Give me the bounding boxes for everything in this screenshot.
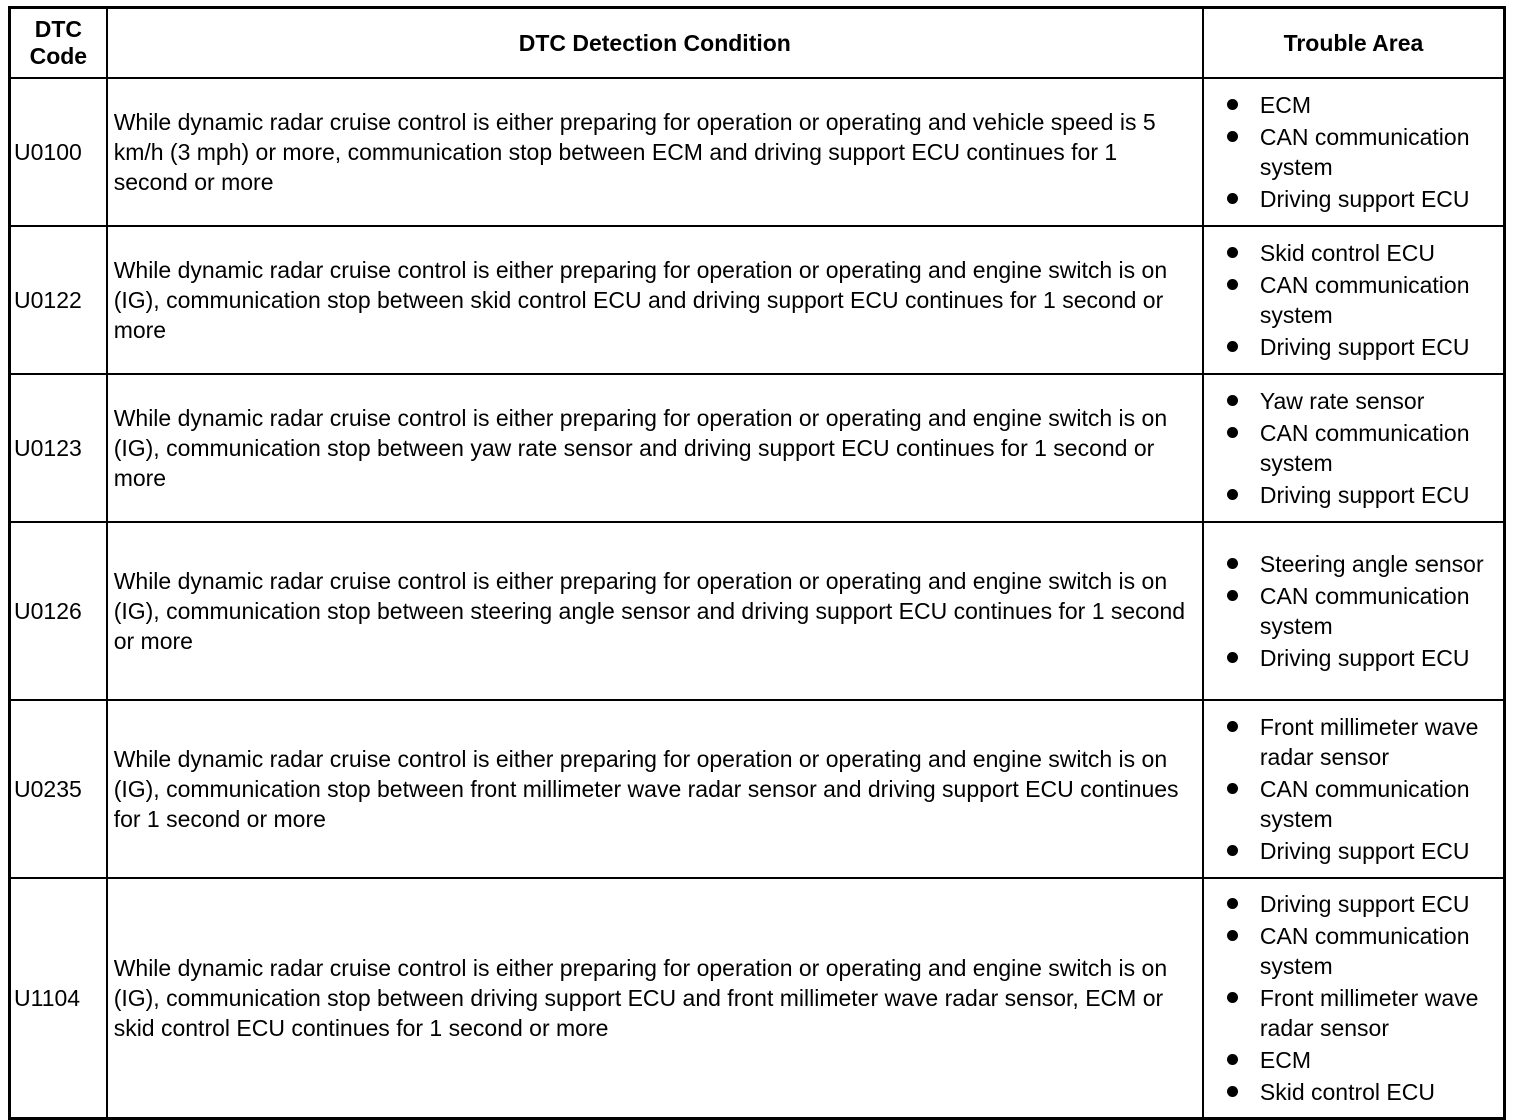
trouble-area-item bbox=[1204, 836, 1503, 866]
trouble-area-cell bbox=[1203, 226, 1505, 374]
trouble-area-item bbox=[1204, 549, 1503, 579]
detection-condition-cell: While dynamic radar cruise control is either preparing for operation or operating and engine switch is on (IG), communication stop between driving support ECU and front millimeter wave radar sensor, ECM or skid control ECU continues for 1 second or more bbox=[107, 878, 1203, 1119]
header-detection-condition: DTC Detection Condition bbox=[107, 8, 1203, 79]
trouble-area-item bbox=[1204, 983, 1503, 1043]
bullet-icon bbox=[1227, 489, 1238, 500]
trouble-area-label: Skid control ECU bbox=[1259, 239, 1435, 266]
bullet-icon bbox=[1227, 930, 1238, 941]
trouble-area-label: CAN communication system bbox=[1259, 271, 1470, 328]
dtc-code-cell: U0100 bbox=[10, 78, 107, 226]
trouble-area-label: Front millimeter wave radar sensor bbox=[1259, 713, 1479, 770]
trouble-area-cell bbox=[1203, 78, 1505, 226]
table-header bbox=[10, 8, 1505, 79]
trouble-area-item bbox=[1204, 480, 1503, 510]
trouble-area-item bbox=[1204, 1077, 1503, 1107]
bullet-icon bbox=[1227, 721, 1238, 732]
trouble-area-label: Driving support ECU bbox=[1259, 837, 1470, 864]
detection-condition-cell: While dynamic radar cruise control is either preparing for operation or operating and engine switch is on (IG), communication stop between skid control ECU and driving support ECU continues for 1 second or more bbox=[107, 226, 1203, 374]
table-row bbox=[10, 226, 1505, 374]
trouble-area-list bbox=[1204, 90, 1503, 214]
trouble-area-list bbox=[1204, 238, 1503, 362]
trouble-area-label: Driving support ECU bbox=[1259, 890, 1470, 917]
dtc-code-cell: U0123 bbox=[10, 374, 107, 522]
trouble-area-label: ECM bbox=[1259, 91, 1311, 118]
trouble-area-item bbox=[1204, 122, 1503, 182]
bullet-icon bbox=[1227, 1054, 1238, 1065]
detection-condition-cell: While dynamic radar cruise control is either preparing for operation or operating and engine switch is on (IG), communication stop between yaw rate sensor and driving support ECU continues for 1 second or more bbox=[107, 374, 1203, 522]
trouble-area-label: Driving support ECU bbox=[1259, 333, 1470, 360]
trouble-area-label: Driving support ECU bbox=[1259, 644, 1470, 671]
bullet-icon bbox=[1227, 427, 1238, 438]
trouble-area-item bbox=[1204, 386, 1503, 416]
bullet-icon bbox=[1227, 193, 1238, 204]
detection-condition-cell: While dynamic radar cruise control is either preparing for operation or operating and engine switch is on (IG), communication stop between front millimeter wave radar sensor and driving support ECU continues for 1 second or more bbox=[107, 700, 1203, 878]
dtc-table bbox=[8, 6, 1506, 1120]
trouble-area-item bbox=[1204, 774, 1503, 834]
trouble-area-item bbox=[1204, 90, 1503, 120]
trouble-area-cell bbox=[1203, 522, 1505, 700]
dtc-code-cell: U0235 bbox=[10, 700, 107, 878]
dtc-code-cell: U0126 bbox=[10, 522, 107, 700]
trouble-area-label: Skid control ECU bbox=[1259, 1078, 1435, 1105]
trouble-area-item bbox=[1204, 418, 1503, 478]
bullet-icon bbox=[1227, 898, 1238, 909]
trouble-area-cell bbox=[1203, 878, 1505, 1119]
trouble-area-cell bbox=[1203, 374, 1505, 522]
trouble-area-label: CAN communication system bbox=[1259, 922, 1470, 979]
trouble-area-label: Driving support ECU bbox=[1259, 185, 1470, 212]
trouble-area-list bbox=[1204, 386, 1503, 510]
dtc-code-cell: U1104 bbox=[10, 878, 107, 1119]
trouble-area-label: Front millimeter wave radar sensor bbox=[1259, 984, 1479, 1041]
trouble-area-label: CAN communication system bbox=[1259, 582, 1470, 639]
bullet-icon bbox=[1227, 590, 1238, 601]
header-row bbox=[10, 8, 1505, 79]
bullet-icon bbox=[1227, 783, 1238, 794]
dtc-code-cell: U0122 bbox=[10, 226, 107, 374]
table-row bbox=[10, 700, 1505, 878]
bullet-icon bbox=[1227, 247, 1238, 258]
trouble-area-list bbox=[1204, 712, 1503, 866]
trouble-area-list bbox=[1204, 549, 1503, 673]
bullet-icon bbox=[1227, 845, 1238, 856]
trouble-area-item bbox=[1204, 238, 1503, 268]
bullet-icon bbox=[1227, 992, 1238, 1003]
bullet-icon bbox=[1227, 395, 1238, 406]
bullet-icon bbox=[1227, 341, 1238, 352]
header-dtc-code: DTC Code bbox=[10, 8, 107, 79]
trouble-area-label: Yaw rate sensor bbox=[1259, 387, 1425, 414]
trouble-area-label: ECM bbox=[1259, 1046, 1311, 1073]
trouble-area-label: CAN communication system bbox=[1259, 419, 1470, 476]
bullet-icon bbox=[1227, 279, 1238, 290]
trouble-area-item bbox=[1204, 921, 1503, 981]
trouble-area-label: Driving support ECU bbox=[1259, 481, 1470, 508]
detection-condition-cell: While dynamic radar cruise control is either preparing for operation or operating and vehicle speed is 5 km/h (3 mph) or more, communication stop between ECM and driving support ECU continues for 1 second or more bbox=[107, 78, 1203, 226]
table-row bbox=[10, 374, 1505, 522]
table-row bbox=[10, 78, 1505, 226]
bullet-icon bbox=[1227, 652, 1238, 663]
trouble-area-cell bbox=[1203, 700, 1505, 878]
trouble-area-item bbox=[1204, 1045, 1503, 1075]
bullet-icon bbox=[1227, 131, 1238, 142]
trouble-area-item bbox=[1204, 581, 1503, 641]
trouble-area-item bbox=[1204, 712, 1503, 772]
table-body bbox=[10, 78, 1505, 1119]
table-row bbox=[10, 522, 1505, 700]
bullet-icon bbox=[1227, 558, 1238, 569]
trouble-area-label: CAN communication system bbox=[1259, 123, 1470, 180]
header-trouble-area: Trouble Area bbox=[1203, 8, 1505, 79]
trouble-area-item bbox=[1204, 332, 1503, 362]
bullet-icon bbox=[1227, 1086, 1238, 1097]
table-row bbox=[10, 878, 1505, 1119]
trouble-area-item bbox=[1204, 643, 1503, 673]
trouble-area-item bbox=[1204, 889, 1503, 919]
trouble-area-item bbox=[1204, 184, 1503, 214]
trouble-area-item bbox=[1204, 270, 1503, 330]
trouble-area-label: CAN communication system bbox=[1259, 775, 1470, 832]
detection-condition-cell: While dynamic radar cruise control is either preparing for operation or operating and engine switch is on (IG), communication stop between steering angle sensor and driving support ECU continues for 1 second or more bbox=[107, 522, 1203, 700]
trouble-area-label: Steering angle sensor bbox=[1259, 550, 1484, 577]
bullet-icon bbox=[1227, 99, 1238, 110]
trouble-area-list bbox=[1204, 889, 1503, 1107]
